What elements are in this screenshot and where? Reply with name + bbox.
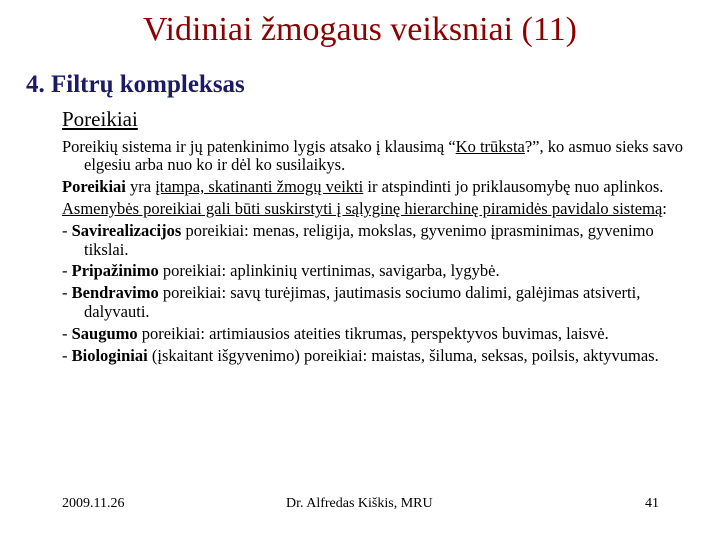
list-dash: - bbox=[62, 323, 72, 343]
list-text: poreikiai: aplinkinių vertinimas, savigarba, lygybė. bbox=[158, 261, 500, 281]
list-text: poreikiai: menas, religija, mokslas, gyvenimo įprasminimas, gyvenimo tikslai. bbox=[84, 221, 654, 259]
p1-underlined-phrase: Ko trūksta bbox=[455, 137, 525, 156]
list-term: Savirealizacijos bbox=[71, 221, 182, 241]
paragraph-hierarchy bbox=[62, 200, 702, 218]
list-item bbox=[62, 347, 702, 365]
p1-text-c: ?”, ko asmuo sieks savo elgesiu arba nuo ko ir dėl ko susilaikys. bbox=[84, 137, 683, 175]
list-term: Saugumo bbox=[71, 323, 138, 343]
p2-bold-term: Poreikiai bbox=[62, 177, 126, 197]
list-item bbox=[62, 325, 702, 343]
list-dash: - bbox=[62, 283, 72, 303]
p1-text-a: Poreikių sistema ir jų patenkinimo lygis atsako į klausimą “ bbox=[62, 137, 456, 156]
list-dash: - bbox=[62, 345, 72, 365]
list-dash: - bbox=[62, 261, 72, 281]
list-item bbox=[62, 222, 702, 259]
list-item bbox=[62, 284, 702, 321]
list-term: Biologiniai bbox=[71, 345, 148, 365]
footer-date: 2009.11.26 bbox=[62, 496, 125, 511]
footer-page-number: 41 bbox=[645, 496, 659, 511]
list-text: poreikiai: savų turėjimas, jautimasis sociumo dalimi, galėjimas atsiverti, dalyvauti. bbox=[84, 283, 641, 321]
subheading-poreikiai: Poreikiai bbox=[62, 107, 138, 131]
p3-colon: : bbox=[662, 199, 667, 219]
list-term: Pripažinimo bbox=[71, 261, 159, 281]
list-text: poreikiai: artimiausios ateities tikrumas, perspektyvos buvimas, laisvė. bbox=[137, 323, 609, 343]
section-heading: 4. Filtrų kompleksas bbox=[26, 71, 245, 98]
p2-text-b: yra bbox=[125, 177, 156, 197]
footer-author: Dr. Alfredas Kiškis, MRU bbox=[286, 496, 433, 511]
list-item bbox=[62, 262, 702, 280]
p2-text-d: ir atspindinti jo priklausomybę nuo aplinkos. bbox=[363, 177, 664, 197]
paragraph-needs-tension bbox=[62, 178, 702, 196]
slide-title: Vidiniai žmogaus veiksniai (11) bbox=[143, 11, 577, 48]
p2-underlined-phrase: įtampa, skatinanti žmogų veikti bbox=[155, 177, 364, 197]
list-text: (įskaitant išgyvenimo) poreikiai: maistas, šiluma, seksas, poilsis, aktyvumas. bbox=[147, 345, 659, 365]
paragraph-definition bbox=[62, 138, 702, 175]
list-dash: - bbox=[62, 221, 72, 241]
list-term: Bendravimo bbox=[71, 283, 159, 303]
slide-body bbox=[62, 138, 702, 368]
p3-underlined-sentence: Asmenybės poreikiai gali būti suskirstyti į sąlyginę hierarchinę piramidės pavidalo sistemą bbox=[62, 199, 663, 219]
